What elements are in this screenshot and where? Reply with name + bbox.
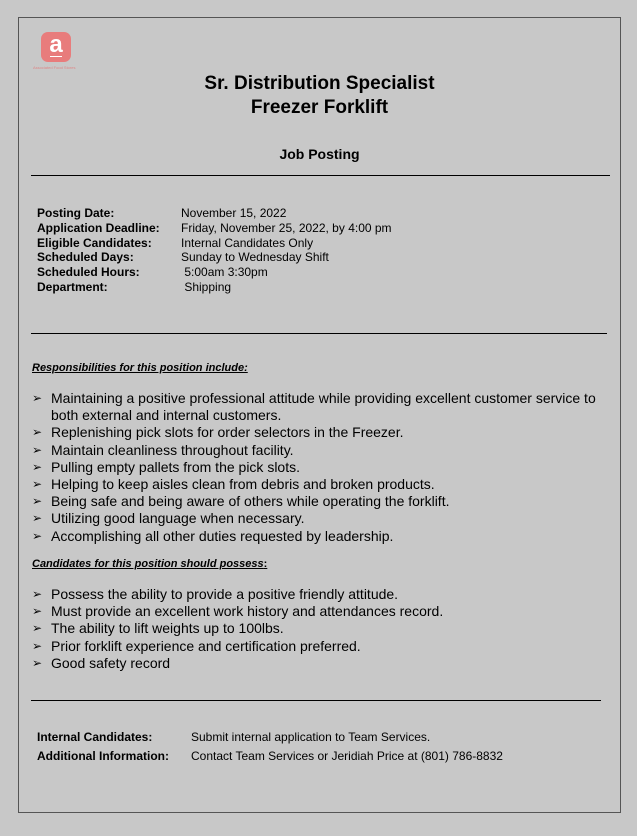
detail-label: Eligible Candidates:: [37, 235, 152, 250]
divider: [31, 700, 601, 701]
arrow-bullet-icon: ➢: [32, 621, 43, 636]
company-logo: [41, 32, 71, 62]
arrow-bullet-icon: ➢: [32, 604, 43, 619]
detail-value: November 15, 2022: [181, 206, 287, 220]
arrow-bullet-icon: ➢: [32, 477, 43, 492]
list-item-text: Accomplishing all other duties requested by leadership.: [51, 527, 394, 544]
qualifications-heading: [32, 558, 267, 570]
arrow-bullet-icon: ➢: [32, 528, 43, 543]
divider: [31, 333, 607, 334]
list-item-text: The ability to lift weights up to 100lbs.: [51, 620, 284, 637]
detail-row: [37, 236, 392, 251]
list-item: [32, 493, 612, 510]
responsibilities-list: [32, 390, 612, 545]
footer-info: [37, 728, 503, 766]
posting-details: [37, 206, 392, 295]
detail-row: [37, 280, 392, 295]
list-item-text: Being safe and being aware of others while operating the forklift.: [51, 493, 450, 510]
logo-letter: a: [49, 31, 63, 58]
logo-tagline: Associated Food Stores: [33, 65, 76, 70]
list-item: [32, 655, 612, 672]
arrow-bullet-icon: ➢: [32, 511, 43, 526]
footer-row: [37, 728, 503, 747]
job-posting-label: Job Posting: [279, 146, 360, 162]
qualifications-list: [32, 586, 612, 672]
job-posting-page: [18, 17, 621, 813]
list-item: [32, 424, 612, 441]
arrow-bullet-icon: ➢: [32, 391, 43, 405]
arrow-bullet-icon: ➢: [32, 459, 43, 474]
list-item: [32, 459, 612, 476]
list-item: [32, 603, 612, 620]
detail-label: Application Deadline:: [37, 220, 160, 235]
list-item-text: Helping to keep aisles clean from debris and broken products.: [51, 476, 435, 493]
list-item: [32, 442, 612, 459]
arrow-bullet-icon: ➢: [32, 442, 43, 457]
list-item-text: Utilizing good language when necessary.: [51, 510, 305, 527]
arrow-bullet-icon: ➢: [32, 587, 43, 601]
detail-row: [37, 250, 392, 265]
list-item-text: Replenishing pick slots for order selectors in the Freezer.: [51, 424, 404, 441]
job-title-line1: Sr. Distribution Specialist: [204, 73, 435, 94]
cart-icon: [50, 56, 62, 60]
detail-row: [37, 265, 392, 280]
list-item: [32, 528, 612, 545]
qualifications-heading-text: Candidates for this position should possess: [32, 558, 264, 570]
detail-value: Internal Candidates Only: [181, 235, 314, 250]
arrow-bullet-icon: ➢: [32, 638, 43, 653]
list-item: [32, 638, 612, 655]
list-item-text: Possess the ability to provide a positive friendly attitude.: [51, 586, 399, 602]
footer-label: Internal Candidates:: [37, 730, 153, 744]
detail-value: Friday, November 25, 2022, by 4:00 pm: [181, 220, 392, 235]
list-item-text: Pulling empty pallets from the pick slots.: [51, 458, 300, 475]
detail-row: [37, 221, 392, 236]
heading-colon: :: [263, 558, 268, 570]
detail-value: 5:00am 3:30pm: [181, 265, 268, 280]
list-item-text: Maintaining a positive professional attitude while providing excellent customer service to both external and internal customers.: [51, 390, 596, 424]
detail-label: Scheduled Days:: [37, 250, 134, 265]
detail-label: Department:: [37, 279, 108, 294]
footer-value: Submit internal application to Team Services.: [191, 730, 431, 744]
list-item-text: Prior forklift experience and certification preferred.: [51, 637, 361, 654]
list-item: [32, 476, 612, 493]
list-item: [32, 510, 612, 527]
list-item-text: Must provide an excellent work history and attendances record.: [51, 603, 444, 620]
detail-label: Scheduled Hours:: [37, 265, 140, 280]
arrow-bullet-icon: ➢: [32, 494, 43, 509]
list-item: [32, 620, 612, 637]
detail-label: Posting Date:: [37, 206, 115, 220]
arrow-bullet-icon: ➢: [32, 425, 43, 440]
divider: [31, 175, 610, 176]
footer-label: Additional Information:: [37, 749, 169, 763]
detail-row: [37, 206, 392, 221]
list-item: [32, 586, 612, 603]
arrow-bullet-icon: ➢: [32, 655, 43, 670]
footer-value: Contact Team Services or Jeridiah Price at (801) 786-8832: [191, 749, 503, 763]
detail-value: Sunday to Wednesday Shift: [181, 250, 329, 265]
job-title-line2: Freezer Forklift: [250, 97, 389, 118]
list-item: [32, 390, 612, 424]
list-item-text: Good safety record: [51, 654, 171, 671]
responsibilities-heading: Responsibilities for this position include:: [32, 362, 248, 374]
list-item-text: Maintain cleanliness throughout facility.: [51, 441, 294, 458]
footer-row: [37, 747, 503, 766]
detail-value: Shipping: [181, 279, 232, 294]
